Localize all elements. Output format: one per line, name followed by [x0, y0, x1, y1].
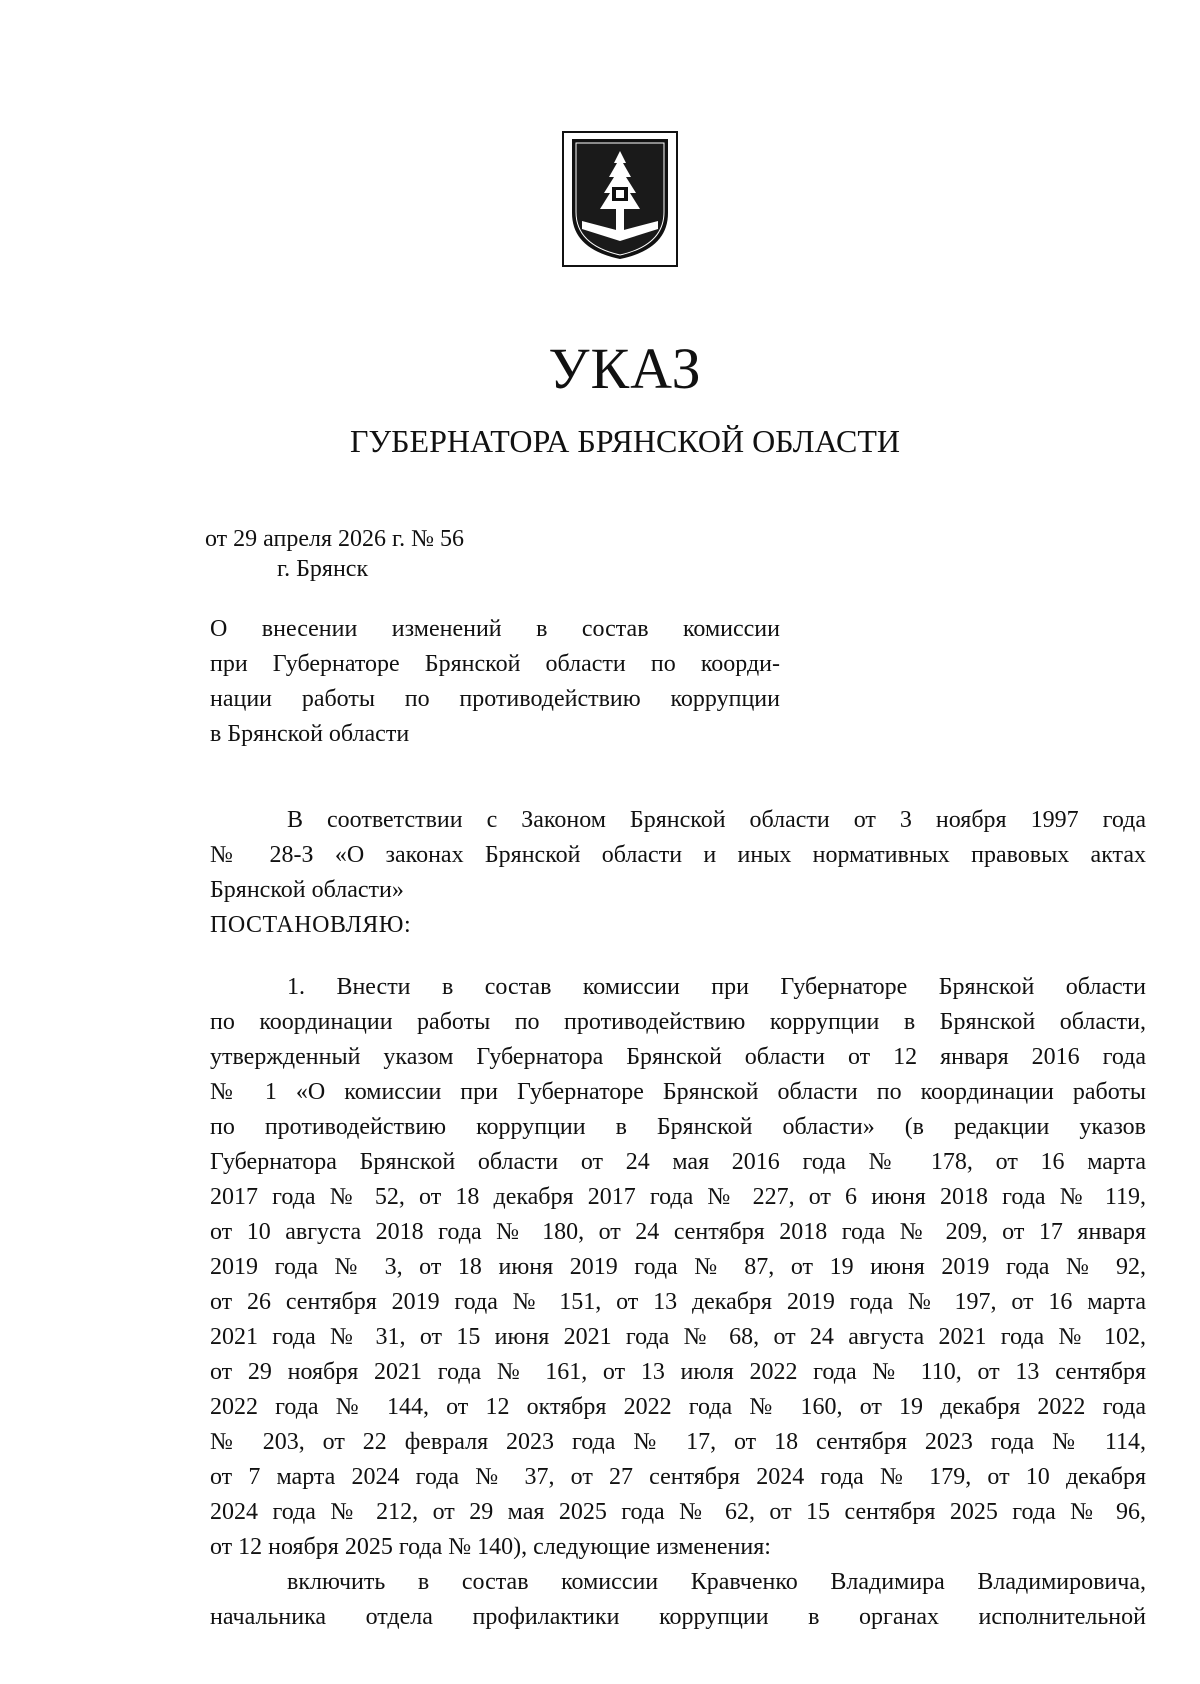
subject-line: О внесении изменений в состав комиссии	[210, 616, 780, 642]
item1-line: № 1 «О комиссии при Губернаторе Брянской области по координации работы	[210, 1079, 1146, 1105]
city: г. Брянск	[277, 556, 369, 582]
item1-line: от 29 ноября 2021 года № 161, от 13 июля 2022 года № 110, от 13 сентября	[210, 1359, 1146, 1385]
postanovlyayu-heading: ПОСТАНОВЛЯЮ:	[210, 912, 412, 938]
subject-line: в Брянской области	[210, 721, 410, 747]
item1-line: от 10 августа 2018 года № 180, от 24 сентября 2018 года № 209, от 17 января	[210, 1219, 1146, 1245]
item1-line: 2019 года № 3, от 18 июня 2019 года № 87, от 19 июня 2019 года № 92,	[210, 1254, 1146, 1280]
preamble-line: Брянской области»	[210, 877, 404, 903]
item1-line: от 26 сентября 2019 года № 151, от 13 декабря 2019 года № 197, от 16 марта	[210, 1289, 1146, 1315]
item1-line: по координации работы по противодействию коррупции в Брянской области,	[210, 1009, 1146, 1035]
item1-line: утвержденный указом Губернатора Брянской области от 12 января 2016 года	[210, 1044, 1146, 1070]
item1-line: 2024 года № 212, от 29 мая 2025 года № 62, от 15 сентября 2025 года № 96,	[210, 1499, 1146, 1525]
item1-line: 2022 года № 144, от 12 октября 2022 года № 160, от 19 декабря 2022 года	[210, 1394, 1146, 1420]
change-line: начальника отдела профилактики коррупции в органах исполнительной	[210, 1604, 1146, 1630]
date-and-number: от 29 апреля 2026 г. № 56	[205, 526, 465, 552]
item1-line: по противодействию коррупции в Брянской области» (в редакции указов	[210, 1114, 1146, 1140]
preamble-line: № 28-З «О законах Брянской области и иных нормативных правовых актах	[210, 842, 1146, 868]
item1-line: 1. Внести в состав комиссии при Губернаторе Брянской области	[287, 974, 1146, 1000]
coat-of-arms-icon	[562, 131, 678, 267]
subject-line: при Губернаторе Брянской области по коорди-	[210, 651, 780, 677]
item1-line: 2021 года № 31, от 15 июня 2021 года № 68, от 24 августа 2021 года № 102,	[210, 1324, 1146, 1350]
item1-line: № 203, от 22 февраля 2023 года № 17, от 18 сентября 2023 года № 114,	[210, 1429, 1146, 1455]
item1-line: Губернатора Брянской области от 24 мая 2016 года № 178, от 16 марта	[210, 1149, 1146, 1175]
change-line: включить в состав комиссии Кравченко Владимира Владимировича,	[287, 1569, 1146, 1595]
preamble-line: В соответствии с Законом Брянской области от 3 ноября 1997 года	[287, 807, 1146, 833]
document-subtitle: ГУБЕРНАТОРА БРЯНСКОЙ ОБЛАСТИ	[350, 423, 900, 459]
item1-line: 2017 года № 52, от 18 декабря 2017 года № 227, от 6 июня 2018 года № 119,	[210, 1184, 1146, 1210]
item1-line: от 7 марта 2024 года № 37, от 27 сентября 2024 года № 179, от 10 декабря	[210, 1464, 1146, 1490]
document-title: УКАЗ	[548, 336, 702, 401]
item1-line: от 12 ноября 2025 года № 140), следующие изменения:	[210, 1534, 771, 1560]
subject-line: нации работы по противодействию коррупции	[210, 686, 780, 712]
